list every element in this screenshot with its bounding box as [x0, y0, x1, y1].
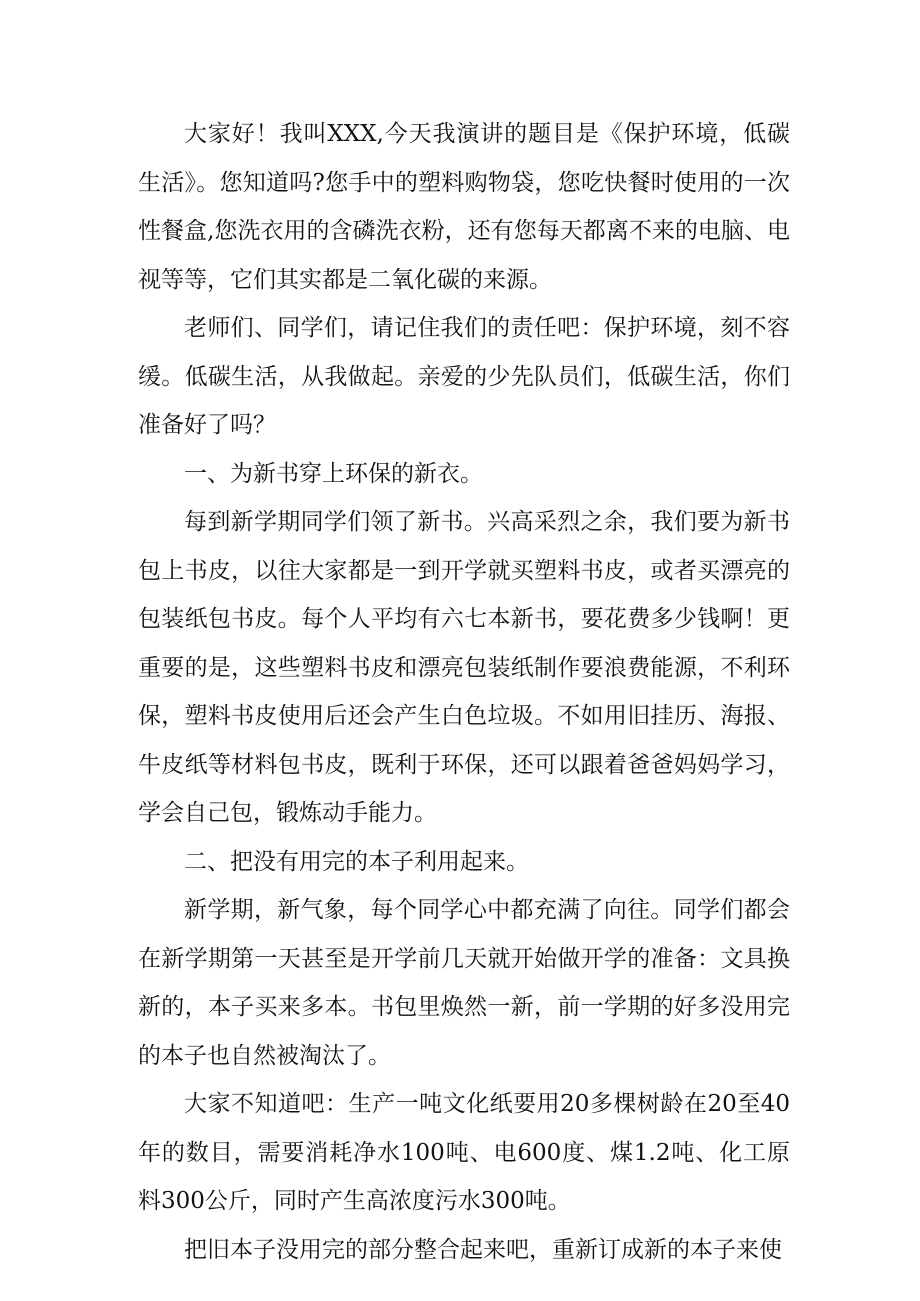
paragraph-intro: 大家好！我叫XXX,今天我演讲的题目是《保护环境，低碳生活》。您知道吗?您手中的塑料购物袋，您吃快餐时使用的一次性餐盒,您洗衣用的含磷洗衣粉，还有您每天都离不来的电脑、电视等等，它们其实都是二氧化碳的来源。 — [138, 121, 790, 293]
section-heading-1: 一、为新书穿上环保的新衣。 — [184, 460, 483, 487]
paragraph-call-to-action: 老师们、同学们，请记住我们的责任吧：保护环境，刻不容缓。低碳生活，从我做起。亲爱的少先队员们，低碳生活，你们准备好了吗？ — [138, 315, 790, 438]
section-heading-2: 二、把没有用完的本子利用起来。 — [184, 848, 529, 875]
document-body — [138, 110, 790, 1274]
paragraph-new-term: 新学期，新气象，每个同学心中都充满了向往。同学们都会在新学期第一天甚至是开学前几天就开始做开学的准备：文具换新的，本子买来多本。书包里焕然一新，前一学期的好多没用完的本子也自然被淘汰了。 — [138, 897, 790, 1069]
paragraph-paper-cost: 大家不知道吧：生产一吨文化纸要用20多棵树龄在20至40年的数目，需要消耗净水100吨、电600度、煤1.2吨、化工原料300公斤，同时产生高浓度污水300吨。 — [138, 1091, 790, 1214]
paragraph-book-covers: 每到新学期同学们领了新书。兴高采烈之余，我们要为新书包上书皮，以往大家都是一到开学就买塑料书皮，或者买漂亮的包装纸包书皮。每个人平均有六七本新书，要花费多少钱啊！更重要的是，这些塑料书皮和漂亮包装纸制作要浪费能源，不利环保，塑料书皮使用后还会产生白色垃圾。不如用旧挂历、海报、牛皮纸等材料包书皮，既利于环保，还可以跟着爸爸妈妈学习，学会自己包，锻炼动手能力。 — [138, 509, 790, 826]
paragraph-reuse-notebooks: 把旧本子没用完的部分整合起来吧，重新订成新的本子来使 — [184, 1236, 782, 1263]
